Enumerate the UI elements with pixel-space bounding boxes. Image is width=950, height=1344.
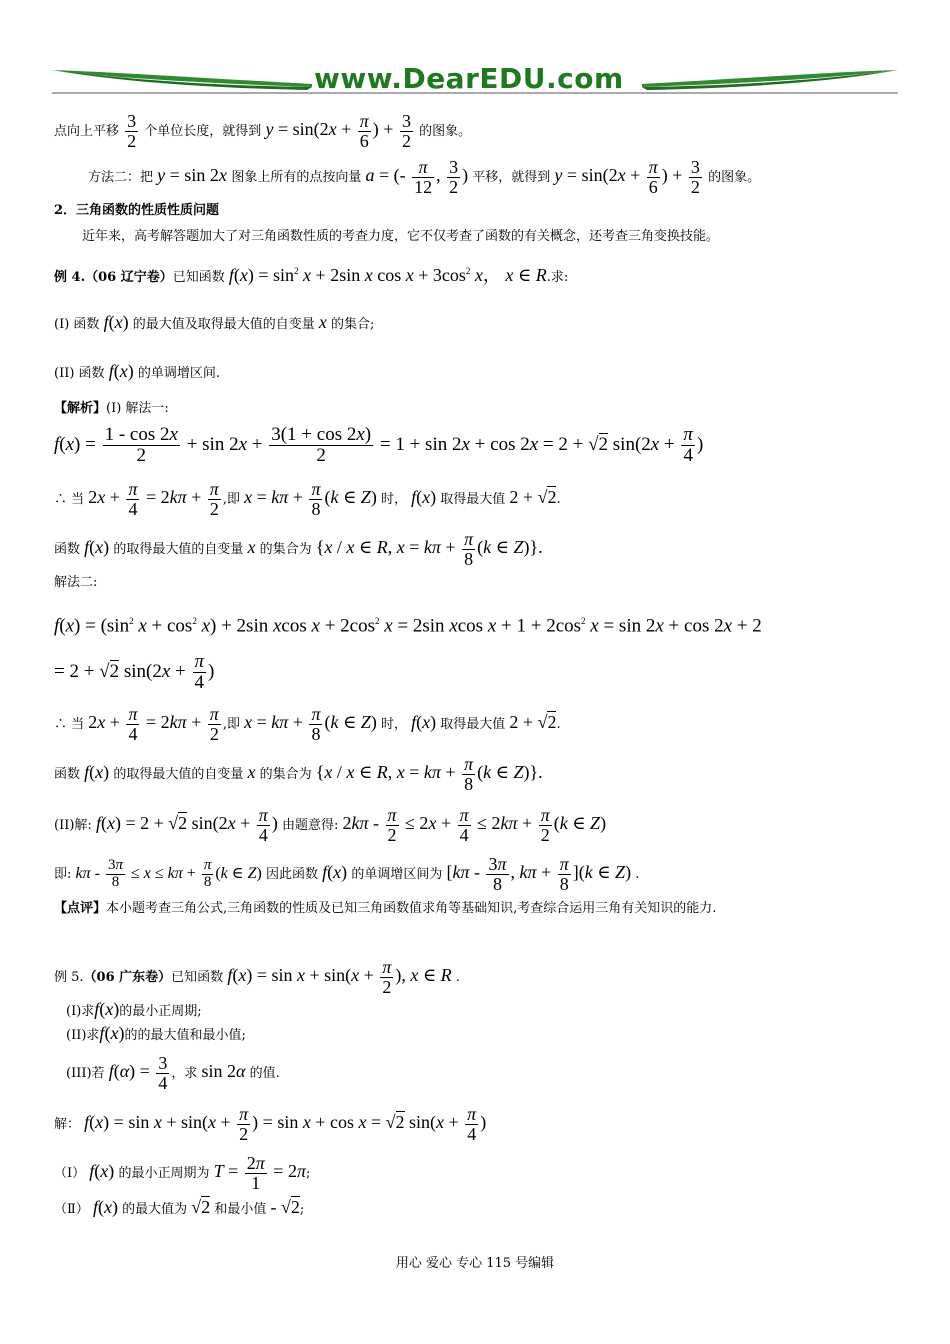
max-condition-2: ∴ 当 2x + $\frac{\pi}{4}$ = 2kπ + $\frac{\pi}{2}$ ,即 x = kπ + $\frac{\pi}{8}$ (k ∈ Z) 时， f(x) 取得最大值 2 + √2. <box>54 704 561 744</box>
solution-label: 【解析】 <box>54 401 107 416</box>
ex5-question-1: (I)求f(x)的最小正周期; <box>66 999 202 1019</box>
text: 由题意得: <box>281 817 339 833</box>
text: 的集合为 <box>259 766 312 782</box>
text: 的最大值及取得最大值的自变量 <box>132 317 315 332</box>
text: (I)求 <box>66 1004 95 1019</box>
line-shift-result: 点向上平移 $\frac{3}{2}$ 个单位长度，就得到 y = sin(2x + $\frac{\pi}{6}$ ) + $\frac{3}{2}$ 的图象。 <box>54 111 472 151</box>
max-condition-1: ∴ 当 2x + $\frac{\pi}{4}$ = 2kπ + $\frac{\pi}{2}$ ,即 x = kπ + $\frac{\pi}{8}$ (k ∈ Z) 时， f(x) 取得最大值 2 + √2. <box>54 479 561 519</box>
text: 的集合; <box>331 317 375 332</box>
text: 解： <box>54 1116 81 1132</box>
formula-method-2-line-2: = 2 + √2 sin(2x + $\frac{\pi}{4}$ ) <box>54 651 215 693</box>
question-2: (II) 函数 f(x) 的单调增区间. <box>54 361 220 381</box>
text: 时， <box>380 716 407 732</box>
comment-label: 【点评】 <box>54 901 107 916</box>
text: 函数 <box>54 766 81 782</box>
ex5-question-3: (III)若 f(α) = $\frac{3}{4}$ ，求 sin 2α 的值. <box>66 1053 280 1093</box>
text: (II) 函数 <box>54 366 105 381</box>
ex5-answer-1: （Ⅰ） f(x) 的最小正周期为 T = $\frac{2\pi}{1}$ = 2π; <box>54 1153 311 1193</box>
text: 个单位长度，就得到 <box>144 123 262 139</box>
text: 平移，就得到 <box>472 169 551 185</box>
example-label: 例 5. <box>54 969 84 985</box>
question-1: (I) 函数 f(x) 的最大值及取得最大值的自变量 x 的集合; <box>54 312 375 332</box>
text: 点向上平移 <box>54 123 120 139</box>
text: （06 广东卷） <box>83 969 172 985</box>
part-2-solution: (II)解: f(x) = 2 + √2 sin(2x + $\frac{\pi}{4}$ ) 由题意得: 2kπ - $\frac{\pi}{2}$ ≤ 2x + $\frac{\pi}{4}$ ≤ 2kπ + $\frac{\pi}{2}$ (k ∈ Z) <box>54 805 607 845</box>
text: 的最小正周期为 <box>118 1165 210 1181</box>
formula-method-1: f(x) = $\frac{1 - \cos 2x}{2}$ + sin 2x + $\frac{3(1 + \cos 2x)}{2}$ = 1 + sin 2x + cos 2x = 2 + √2 sin(2x + $\frac{\pi}{4}$ ) <box>54 424 704 466</box>
text: 的图象。 <box>419 123 472 139</box>
site-logo: www.DearEDU.com <box>314 62 624 95</box>
solution-heading <box>54 400 169 418</box>
example-4-statement: 例 4.（06 辽宁卷）已知函数 $f(x) = \sin^2 x + 2\sin$ x $\cos x + 3\cos^2$ x， x ∈ R.求: <box>54 265 569 285</box>
comment <box>54 900 716 918</box>
text: (I) 函数 <box>54 317 100 332</box>
section-title: 2．三角函数的性质性质问题 <box>54 203 220 218</box>
max-set-1: 函数 f(x) 的取得最大值的自变量 x 的集合为 {x / x ∈ R, x = kπ + $\frac{\pi}{8}$ (k ∈ Z)}. <box>54 529 543 569</box>
ex5-solution: 解： f(x) = sin x + sin(x + $\frac{\pi}{2}$ ) = sin x + cos x = √2 sin(x + $\frac{\pi}{4}$ ) <box>54 1104 487 1144</box>
text: 的取得最大值的自变量 <box>113 766 244 782</box>
text: 的图象。 <box>708 169 761 185</box>
text: .求: <box>546 270 569 285</box>
text: 的值. <box>249 1065 280 1081</box>
text: 的的最大值和最小值; <box>124 1028 246 1043</box>
text: ∴ 当 <box>54 491 85 507</box>
ex5-answer-2: （Ⅱ） f(x) 的最大值为 √2 和最小值 - √2; <box>54 1197 305 1217</box>
text: 已知函数 <box>171 969 224 985</box>
text: 取得最大值 <box>440 491 506 507</box>
text: (II)解: <box>54 817 92 833</box>
text: 已知函数 <box>172 270 225 285</box>
text: （Ⅰ） <box>54 1165 86 1181</box>
text: 的最大值为 <box>122 1202 188 1217</box>
text: 方法二：把 <box>88 169 154 185</box>
text: 时， <box>380 491 407 507</box>
text: 的集合为 <box>259 541 312 557</box>
text: (II)求 <box>66 1028 100 1043</box>
text: (III)若 <box>66 1065 105 1081</box>
text: 和最小值 <box>214 1202 267 1217</box>
method-2-heading: 解法二: <box>54 575 98 590</box>
text: 本小题考查三角公式,三角函数的性质及已知三角函数值求角等基础知识,考查综合运用三角有关知识的能力. <box>106 901 717 916</box>
text: ,即 <box>222 491 240 507</box>
text: 的取得最大值的自变量 <box>113 541 244 557</box>
text: 图象上所有的点按向量 <box>231 169 362 185</box>
text: (I) 解法一: <box>106 401 169 416</box>
section-intro: 近年来，高考解答题加大了对三角函数性质的考查力度，它不仅考查了函数的有关概念，还考查三角变换技能。 <box>82 229 720 244</box>
example-5-statement: 例 5.（06 广东卷）已知函数 f(x) = sin x + sin(x + $\frac{\pi}{2}$ ), x ∈ R . <box>54 957 460 997</box>
text: 取得最大值 <box>440 716 506 732</box>
text: 的最小正周期; <box>119 1004 202 1019</box>
text: 即: <box>54 866 72 882</box>
text: 的单调增区间为 <box>351 866 443 882</box>
text: ∴ 当 <box>54 716 85 732</box>
increasing-interval: 即: kπ - $\frac{3\pi}{8}$ ≤ x ≤ kπ + $\frac{\pi}{8}$ (k ∈ Z) 因此函数 f(x) 的单调增区间为 [kπ - $\frac{3\pi}{8}$ , kπ + $\frac{\pi}{8}$ ](k ∈ Z) . <box>54 854 640 894</box>
formula-method-2-line-1: $f(x) = (\sin^2$ $x + \cos^2 x) + 2\sin$ xcos $x + 2\cos^2$ x = 2sin xcos $x + 1 + 2\cos^2$ x = sin 2x + cos 2x + 2 <box>54 615 762 637</box>
ex5-question-2: (II)求f(x)的的最大值和最小值; <box>66 1023 246 1043</box>
text: ，求 <box>171 1065 198 1081</box>
text: 的单调增区间. <box>137 366 220 381</box>
text: 函数 <box>54 541 81 557</box>
header-banner <box>52 60 898 100</box>
text: 因此函数 <box>266 866 319 882</box>
page-footer: 用心 爱心 专心 115 号编辑 <box>395 1256 555 1271</box>
max-set-2: 函数 f(x) 的取得最大值的自变量 x 的集合为 {x / x ∈ R, x = kπ + $\frac{\pi}{8}$ (k ∈ Z)}. <box>54 754 543 794</box>
example-label: 例 4.（06 辽宁卷） <box>54 270 173 285</box>
line-method-two: 方法二：把 y = sin 2x 图象上所有的点按向量 a = (- $\frac{\pi}{12}$ , $\frac{3}{2}$ ) 平移，就得到 y = sin(2x + $\frac{\pi}{6}$ ) + $\frac{3}{2}$ 的图象。 <box>88 157 761 197</box>
text: ,即 <box>222 716 240 732</box>
text: （Ⅱ） <box>54 1202 89 1217</box>
